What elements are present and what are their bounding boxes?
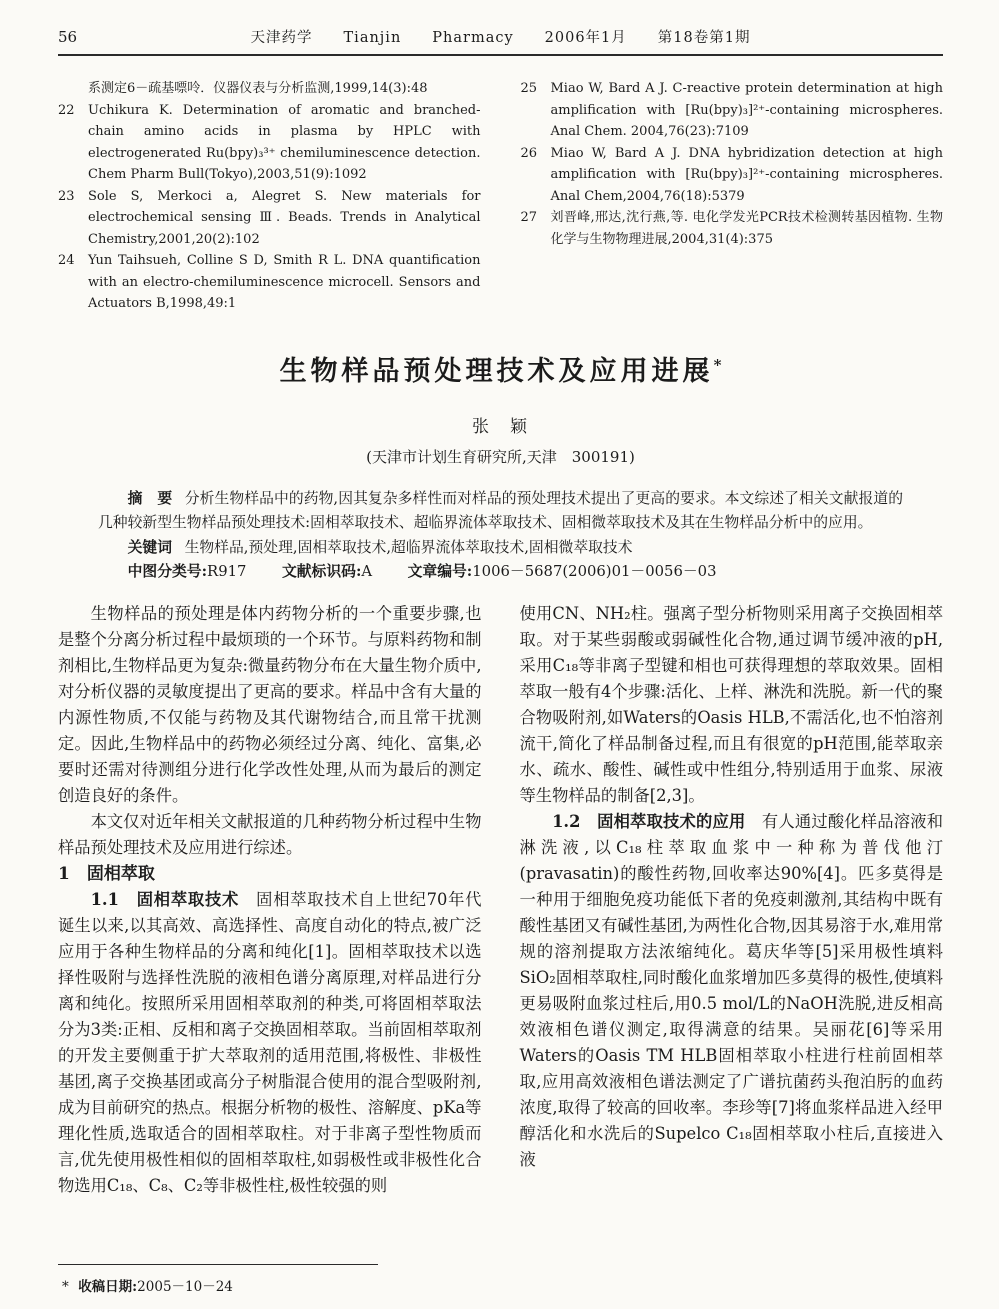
journal-title-line: 天津药学 Tianjin Pharmacy 2006年1月 第18卷第1期	[250, 30, 751, 46]
article-title-text: 生物样品预处理技术及应用进展	[279, 355, 714, 387]
footnote-divider	[58, 1264, 378, 1265]
paragraph-text: 本文仅对近年相关文献报道的几种药物分析过程中生物样品预处理技术及应用进行综述。	[58, 811, 482, 857]
reference-number: 25	[520, 81, 538, 96]
reference-item	[521, 207, 944, 250]
article-author: 张 颖	[472, 416, 529, 437]
body-paragraph	[58, 887, 482, 1199]
paragraph-lead: 1 固相萃取	[58, 863, 155, 884]
abstract	[98, 487, 903, 536]
body-left-column	[58, 601, 482, 1199]
body-paragraph	[520, 601, 944, 809]
received-date-value: 2005－10－24	[137, 1279, 233, 1295]
reference-text: Miao W, Bard A J. C-reactive protein determination at high amplification with [Ru(bpy)₃]²⁺-containing microspheres. Anal Chem. 2004,76(23):7109	[550, 81, 943, 139]
reference-number: 26	[520, 145, 538, 161]
body-paragraph	[58, 809, 482, 861]
reference-text: Yun Taihsueh, Colline S D, Smith R L. DNA quantification with an electro-chemiluminescence microcell. Sensors and Actuators B,1998,49:1	[88, 253, 481, 311]
page-number: 56	[58, 28, 78, 46]
clc-value: R917	[207, 563, 247, 580]
doc-code-value: A	[361, 563, 373, 580]
reference-item	[521, 78, 944, 143]
reference-number: 22	[58, 102, 75, 118]
paragraph-text: 固相萃取技术自上世纪70年代诞生以来,以其高效、高选择性、高度自动化的特点,被广泛应用于各种生物样品的分离和纯化[1]。固相萃取技术以选择性吸附与选择性洗脱的液相色谱分离原理,对样品进行分离和纯化。按照所采用固相萃取剂的种类,可将固相萃取法分为3类:正相、反相和离子交换固相萃取。当前固相萃取剂的开发主要侧重于扩大萃取剂的适用范围,将极性、非极性基团,离子交换基团或高分子树脂混合使用的混合型吸附剂,成为目前研究的热点。根据分析物的极性、溶解度、pKa等理化性质,选取适合的固相萃取柱。对于非离子型性物质而言,优先使用极性相似的固相萃取柱,如弱极性或非极性化合物选用C₁₈、C₈、C₂等非极性柱,极性较强的则	[58, 889, 482, 1195]
article-title	[58, 349, 943, 388]
reference-text: Miao W, Bard A J. DNA hybridization detection at high amplification with [Ru(bpy)₃]²⁺-containing microspheres. Anal Chem,2004,76(18):5379	[550, 145, 943, 204]
body-paragraph	[58, 601, 482, 809]
meta-line	[98, 560, 903, 585]
body-right-column	[520, 601, 944, 1199]
paragraph-text: 使用CN、NH₂柱。强离子型分析物则采用离子交换固相萃取。对于某些弱酸或弱碱性化合物,通过调节缓冲液的pH,采用C₁₈等非离子型键和相也可获得理想的萃取效果。固相萃取一般有4个步骤:活化、上样、淋洗和洗脱。新一代的聚合物吸附剂,如Waters的Oasis HLB,不需活化,也不怕溶剂流干,简化了样品制备过程,而且有很宽的pH范围,能萃取亲水、疏水、酸性、碱性或中性组分,特别适用于血浆、尿液等生物样品的制备[2,3]。	[519, 603, 943, 805]
title-footnote-mark: *	[713, 355, 722, 374]
abstract-label: 摘 要	[127, 489, 173, 507]
reference-item	[521, 143, 944, 208]
reference-text: 刘晋峰,邢达,沈行燕,等. 电化学发光PCR技术检测转基因植物. 生物化学与生物物理进展,2004,31(4):375	[550, 210, 943, 247]
reference-number: 27	[520, 210, 538, 225]
article-affiliation: (天津市计划生育研究所,天津 300191)	[366, 447, 635, 466]
doc-code-label: 文献标识码:	[281, 563, 362, 580]
reference-item	[58, 186, 481, 251]
reference-number: 23	[58, 188, 75, 204]
reference-item	[58, 250, 481, 315]
article-id-label: 文章编号:	[407, 563, 473, 580]
body-paragraph	[58, 861, 482, 887]
keywords-label: 关键词	[127, 538, 172, 556]
paragraph-lead: 1.1 固相萃取技术	[90, 889, 257, 909]
keywords-text: 生物样品,预处理,固相萃取技术,超临界流体萃取技术,固相微萃取技术	[184, 538, 633, 556]
keywords-line	[98, 536, 903, 561]
article-id-value: 1006－5687(2006)01－0056－03	[472, 563, 717, 580]
reference-item	[58, 78, 481, 100]
header-divider	[58, 54, 943, 56]
footnote-mark: *	[62, 1279, 69, 1295]
body-paragraph	[520, 809, 944, 1173]
paragraph-lead: 1.2 固相萃取技术的应用	[552, 811, 762, 831]
reference-text: Uchikura K. Determination of aromatic and branched-chain amino acids in plasma by HPLC with electrogenerated Ru(bpy)₃³⁺ chemiluminescence detection. Chem Pharm Bull(Tokyo),2003,51(9):1092	[88, 102, 481, 182]
reference-text: Sole S, Merkoci a, Alegret S. New materials for electrochemical sensing Ⅲ. Beads. Trends in Analytical Chemistry,2001,20(2):102	[88, 188, 481, 247]
abstract-text: 分析生物样品中的药物,因其复杂多样性而对样品的预处理技术提出了更高的要求。本文综述了相关文献报道的几种较新型生物样品预处理技术:固相萃取技术、超临界流体萃取技术、固相微萃取技术及其在生物样品分析中的应用。	[98, 489, 903, 531]
reference-number: 24	[58, 253, 75, 268]
references-section	[58, 78, 943, 315]
references-left-column	[58, 78, 481, 315]
reference-number	[58, 78, 88, 100]
paragraph-text: 生物样品的预处理是体内药物分析的一个重要步骤,也是整个分离分析过程中最烦琐的一个环节。与原料药物和制剂相比,生物样品更为复杂:微量药物分布在大量生物介质中,对分析仪器的灵敏度提出了更高的要求。样品中含有大量的内源性物质,不仅能与药物及其代谢物结合,而且常干扰测定。因此,生物样品中的药物必须经过分离、纯化、富集,必要时还需对待测组分进行化学改性处理,从而为最后的测定创造良好的条件。	[58, 603, 482, 805]
references-right-column	[521, 78, 944, 315]
body-columns	[58, 601, 943, 1199]
page-header	[58, 26, 943, 47]
received-date-note	[62, 1275, 233, 1295]
paragraph-text: 有人通过酸化样品溶液和淋洗液,以C₁₈柱萃取血浆中一种称为普伐他汀(pravasatin)的酸性药物,回收率达90%[4]。匹多莫得是一种用于细胞免疫功能低下者的免疫刺激剂,其结构中既有酸性基团又有碱性基团,为两性化合物,因其易溶于水,难用常规的溶剂提取方法浓缩纯化。葛庆华等[5]采用极性填料SiO₂固相萃取柱,同时酸化血浆增加匹多莫得的极性,使填料更易吸附血浆过柱后,用0.5 mol/L的NaOH洗脱,进反相高效液相色谱仪测定,取得满意的结果。吴丽花[6]等采用Waters的Oasis TM HLB固相萃取小柱进行柱前固相萃取,应用高效液相色谱法测定了广谱抗菌药头孢泊肟的血药浓度,取得了较高的回收率。李珍等[7]将血浆样品进入经甲醇活化和水洗后的Supelco C₁₈固相萃取小柱后,直接进入液	[519, 811, 943, 1169]
reference-item	[58, 100, 481, 186]
clc-label: 中图分类号:	[127, 563, 208, 580]
reference-text: 系测定6－疏基嘌呤．仪器仪表与分析监测,1999,14(3):48	[88, 81, 428, 96]
received-date-label: 收稿日期:	[78, 1279, 138, 1295]
